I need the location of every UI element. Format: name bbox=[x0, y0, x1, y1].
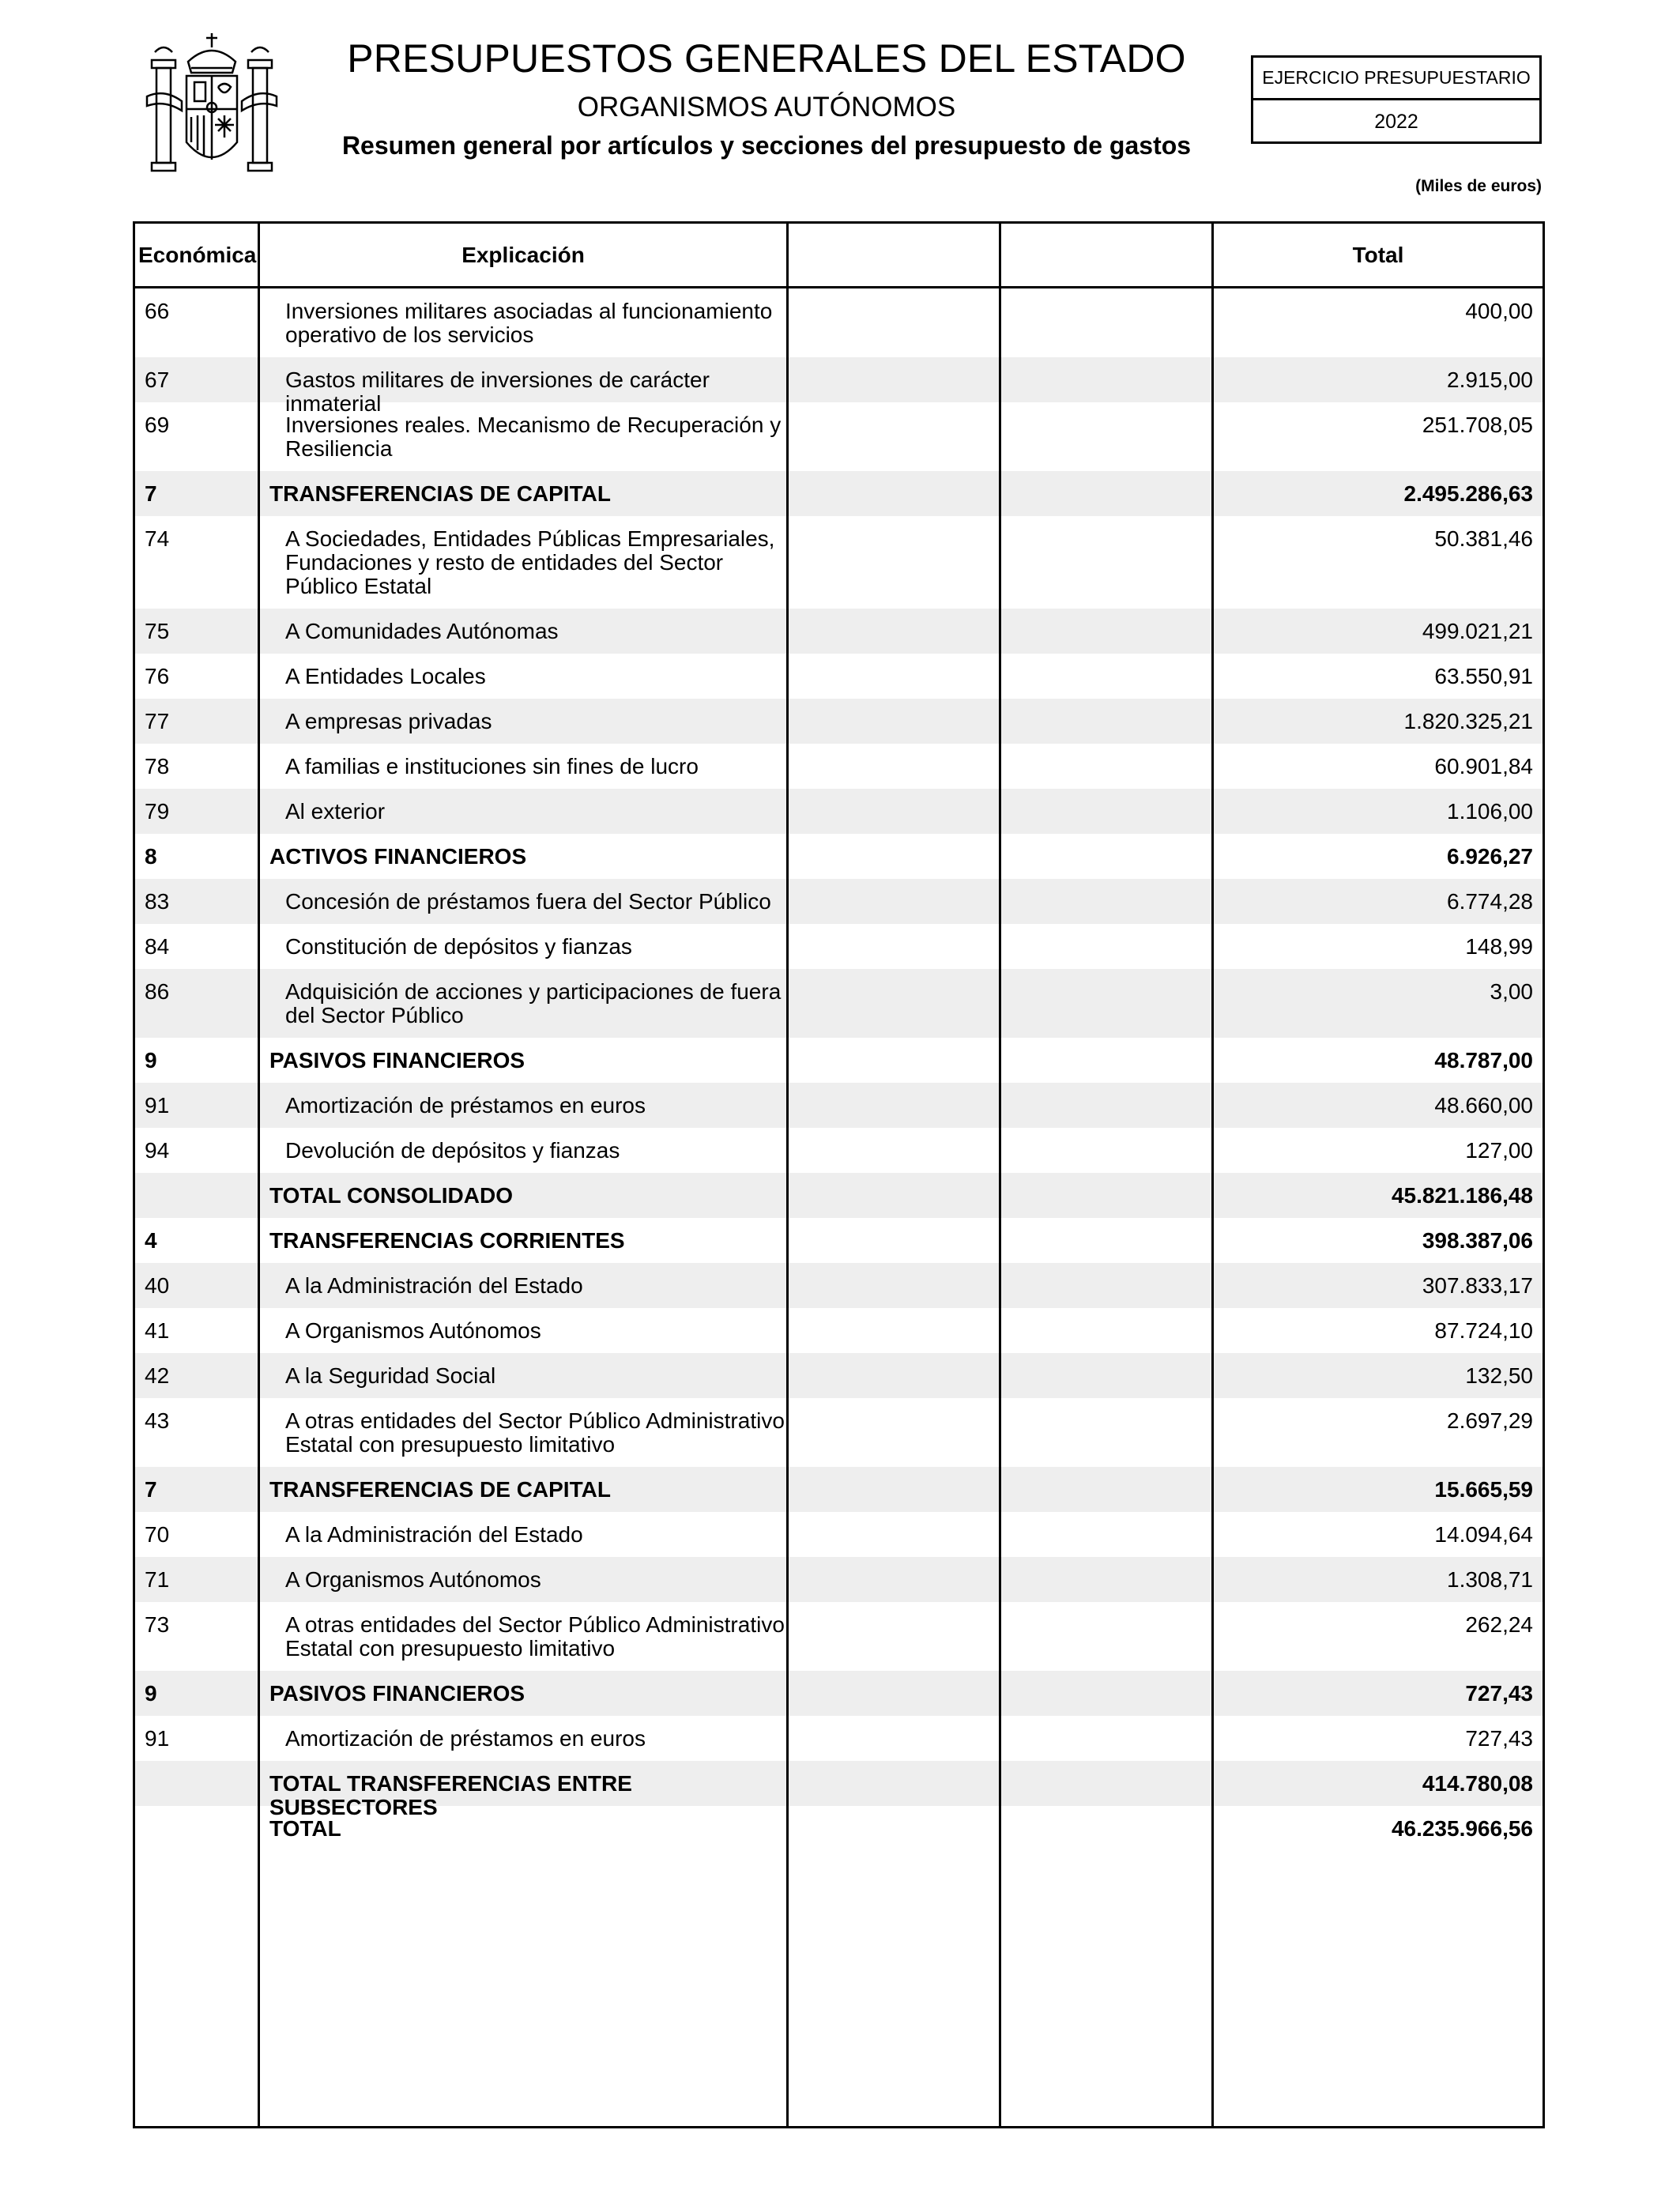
cell-explicacion: TOTAL CONSOLIDADO bbox=[269, 1183, 513, 1208]
cell-total: 2.495.286,63 bbox=[1403, 481, 1533, 506]
table-row bbox=[135, 879, 1543, 924]
cell-total: 46.235.966,56 bbox=[1391, 1816, 1533, 1841]
cell-explicacion: A Sociedades, Entidades Públicas Empresariales, Fundaciones y resto de entidades del Sector Público Estatal bbox=[285, 526, 775, 598]
table-row bbox=[135, 1761, 1543, 1819]
table-row bbox=[135, 1038, 1543, 1083]
cell-explicacion: Adquisición de acciones y participaciones de fuera del Sector Público bbox=[285, 979, 782, 1027]
table-row bbox=[135, 744, 1543, 789]
cell-economica: 91 bbox=[145, 1726, 170, 1751]
cell-explicacion: Concesión de préstamos fuera del Sector Público bbox=[285, 889, 771, 914]
cell-economica: 75 bbox=[145, 619, 170, 643]
cell-total: 15.665,59 bbox=[1434, 1477, 1533, 1502]
table-row bbox=[135, 1671, 1543, 1716]
cell-explicacion: Amortización de préstamos en euros bbox=[285, 1093, 646, 1118]
cell-total: 1.820.325,21 bbox=[1403, 709, 1533, 733]
cell-economica: 91 bbox=[145, 1093, 170, 1118]
cell-economica: 7 bbox=[145, 1477, 157, 1502]
page-description: Resumen general por artículos y secciones del presupuesto de gastos bbox=[341, 131, 1192, 160]
cell-explicacion: Amortización de préstamos en euros bbox=[285, 1726, 646, 1751]
ejercicio-box bbox=[1251, 55, 1542, 144]
cell-total: 60.901,84 bbox=[1434, 754, 1533, 778]
cell-economica: 42 bbox=[145, 1363, 170, 1388]
table-row bbox=[135, 924, 1543, 969]
coat-of-arms-icon bbox=[133, 24, 291, 182]
column-divider bbox=[786, 224, 789, 2126]
cell-explicacion: Al exterior bbox=[285, 799, 386, 824]
cell-explicacion: A la Administración del Estado bbox=[285, 1273, 583, 1298]
cell-explicacion: A la Administración del Estado bbox=[285, 1522, 583, 1547]
cell-economica: 67 bbox=[145, 368, 170, 392]
cell-explicacion: A Organismos Autónomos bbox=[285, 1318, 541, 1343]
cell-economica: 76 bbox=[145, 664, 170, 688]
cell-explicacion: TOTAL bbox=[269, 1816, 341, 1841]
cell-economica: 41 bbox=[145, 1318, 170, 1343]
cell-explicacion: Inversiones reales. Mecanismo de Recuperación y Resiliencia bbox=[285, 413, 782, 461]
cell-economica: 71 bbox=[145, 1567, 170, 1592]
page-title: PRESUPUESTOS GENERALES DEL ESTADO bbox=[347, 36, 1186, 81]
column-divider bbox=[999, 224, 1001, 2126]
cell-total: 262,24 bbox=[1465, 1612, 1533, 1637]
column-divider bbox=[1211, 224, 1214, 2126]
table-row bbox=[135, 1467, 1543, 1512]
table-row bbox=[135, 789, 1543, 834]
cell-explicacion: A empresas privadas bbox=[285, 709, 492, 733]
cell-total: 307.833,17 bbox=[1422, 1273, 1533, 1298]
cell-economica: 84 bbox=[145, 934, 170, 959]
header-economica: Económica bbox=[138, 243, 257, 267]
cell-explicacion: PASIVOS FINANCIEROS bbox=[269, 1048, 525, 1072]
cell-economica: 94 bbox=[145, 1138, 170, 1163]
table-row bbox=[135, 834, 1543, 879]
page-subtitle: ORGANISMOS AUTÓNOMOS bbox=[577, 92, 956, 123]
table-row bbox=[135, 288, 1543, 357]
cell-total: 127,00 bbox=[1465, 1138, 1533, 1163]
table-row bbox=[135, 969, 1543, 1038]
table-row bbox=[135, 357, 1543, 416]
cell-economica: 73 bbox=[145, 1612, 170, 1637]
table-row bbox=[135, 1806, 1543, 1851]
cell-explicacion: Gastos militares de inversiones de carácter inmaterial bbox=[285, 368, 710, 416]
cell-explicacion: A Entidades Locales bbox=[285, 664, 486, 688]
cell-economica: 40 bbox=[145, 1273, 170, 1298]
table-row bbox=[135, 1308, 1543, 1353]
cell-total: 63.550,91 bbox=[1434, 664, 1533, 688]
table-row bbox=[135, 1602, 1543, 1671]
table-row bbox=[135, 1263, 1543, 1308]
table-row bbox=[135, 1083, 1543, 1128]
cell-economica: 69 bbox=[145, 413, 170, 437]
ejercicio-year: 2022 bbox=[1374, 111, 1418, 133]
cell-explicacion: TRANSFERENCIAS DE CAPITAL bbox=[269, 481, 611, 506]
cell-economica: 43 bbox=[145, 1408, 170, 1433]
cell-economica: 74 bbox=[145, 526, 170, 551]
ejercicio-label: EJERCICIO PRESUPUESTARIO bbox=[1253, 58, 1539, 100]
header-explicacion: Explicación bbox=[461, 243, 585, 267]
column-divider bbox=[258, 224, 260, 2126]
cell-economica: 79 bbox=[145, 799, 170, 824]
cell-economica: 66 bbox=[145, 299, 170, 323]
cell-total: 45.821.186,48 bbox=[1391, 1183, 1533, 1208]
table-body bbox=[135, 288, 1543, 1851]
cell-explicacion: A otras entidades del Sector Público Administrativo Estatal con presupuesto limitativo bbox=[285, 1408, 785, 1457]
cell-total: 400,00 bbox=[1465, 299, 1533, 323]
units-label: (Miles de euros) bbox=[1415, 177, 1542, 195]
cell-economica: 70 bbox=[145, 1522, 170, 1547]
cell-explicacion: Devolución de depósitos y fianzas bbox=[285, 1138, 620, 1163]
cell-total: 48.660,00 bbox=[1434, 1093, 1533, 1118]
cell-total: 14.094,64 bbox=[1434, 1522, 1533, 1547]
cell-total: 2.697,29 bbox=[1447, 1408, 1533, 1433]
table-row bbox=[135, 471, 1543, 516]
table-row bbox=[135, 609, 1543, 654]
cell-total: 48.787,00 bbox=[1434, 1048, 1533, 1072]
cell-explicacion: TOTAL TRANSFERENCIAS ENTRE SUBSECTORES bbox=[269, 1771, 632, 1819]
table-row bbox=[135, 1128, 1543, 1173]
cell-total: 398.387,06 bbox=[1422, 1228, 1533, 1253]
cell-explicacion: Constitución de depósitos y fianzas bbox=[285, 934, 632, 959]
table-row bbox=[135, 402, 1543, 471]
cell-economica: 86 bbox=[145, 979, 170, 1004]
table-row bbox=[135, 1173, 1543, 1218]
cell-explicacion: A otras entidades del Sector Público Administrativo Estatal con presupuesto limitativo bbox=[285, 1612, 785, 1661]
cell-total: 727,43 bbox=[1465, 1726, 1533, 1751]
table-row bbox=[135, 1353, 1543, 1398]
table-row bbox=[135, 516, 1543, 609]
cell-economica: 9 bbox=[145, 1681, 157, 1706]
cell-total: 50.381,46 bbox=[1434, 526, 1533, 551]
table-row bbox=[135, 1398, 1543, 1467]
cell-total: 6.926,27 bbox=[1447, 844, 1533, 869]
cell-economica: 7 bbox=[145, 481, 157, 506]
cell-total: 87.724,10 bbox=[1434, 1318, 1533, 1343]
cell-economica: 77 bbox=[145, 709, 170, 733]
cell-explicacion: A Comunidades Autónomas bbox=[285, 619, 559, 643]
table-row bbox=[135, 654, 1543, 699]
cell-total: 414.780,08 bbox=[1422, 1771, 1533, 1796]
table-header bbox=[135, 224, 1543, 288]
table-row bbox=[135, 1716, 1543, 1761]
cell-total: 148,99 bbox=[1465, 934, 1533, 959]
header-total: Total bbox=[1352, 243, 1404, 267]
cell-explicacion: PASIVOS FINANCIEROS bbox=[269, 1681, 525, 1706]
cell-explicacion: A Organismos Autónomos bbox=[285, 1567, 541, 1592]
cell-total: 251.708,05 bbox=[1422, 413, 1533, 437]
cell-total: 132,50 bbox=[1465, 1363, 1533, 1388]
cell-explicacion: A familias e instituciones sin fines de lucro bbox=[285, 754, 699, 778]
cell-explicacion: TRANSFERENCIAS DE CAPITAL bbox=[269, 1477, 611, 1502]
cell-total: 1.106,00 bbox=[1447, 799, 1533, 824]
table-row bbox=[135, 699, 1543, 744]
cell-total: 727,43 bbox=[1465, 1681, 1533, 1706]
cell-total: 1.308,71 bbox=[1447, 1567, 1533, 1592]
table-row bbox=[135, 1512, 1543, 1557]
cell-total: 3,00 bbox=[1490, 979, 1533, 1004]
cell-explicacion: A la Seguridad Social bbox=[285, 1363, 496, 1388]
cell-total: 6.774,28 bbox=[1447, 889, 1533, 914]
cell-economica: 78 bbox=[145, 754, 170, 778]
cell-economica: 83 bbox=[145, 889, 170, 914]
cell-explicacion: ACTIVOS FINANCIEROS bbox=[269, 844, 527, 869]
cell-economica: 8 bbox=[145, 844, 157, 869]
table-row bbox=[135, 1557, 1543, 1602]
cell-economica: 4 bbox=[145, 1228, 157, 1253]
cell-explicacion: TRANSFERENCIAS CORRIENTES bbox=[269, 1228, 625, 1253]
table-row bbox=[135, 1218, 1543, 1263]
cell-total: 2.915,00 bbox=[1447, 368, 1533, 392]
cell-total: 499.021,21 bbox=[1422, 619, 1533, 643]
cell-explicacion: Inversiones militares asociadas al funcionamiento operativo de los servicios bbox=[285, 299, 773, 347]
cell-economica: 9 bbox=[145, 1048, 157, 1072]
budget-table bbox=[133, 221, 1545, 2128]
